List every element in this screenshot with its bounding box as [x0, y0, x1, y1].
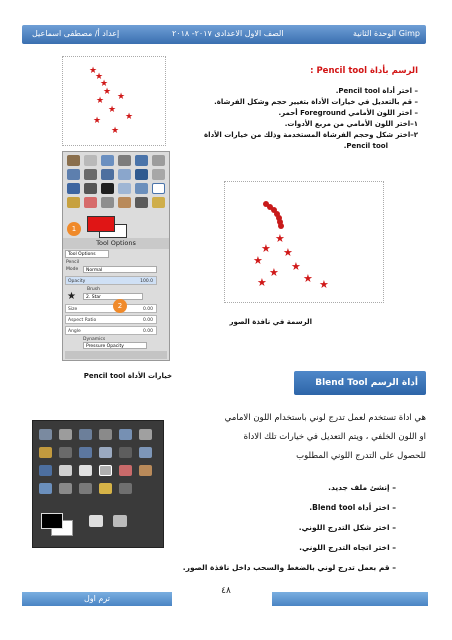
size-value: 0.00 — [142, 307, 153, 312]
gimp-toolbox-screenshot — [62, 151, 170, 361]
header-unit: الوحدة الثانية Gimp — [353, 29, 420, 38]
tool-name-label: Pencil — [66, 260, 80, 265]
brush-preview-icon[interactable] — [89, 515, 103, 527]
blend-intro-line: او اللون الخلفي ، ويتم التعديل في خيارات تلك الاداة — [243, 432, 426, 442]
dynamics-label: Dynamics — [83, 337, 106, 342]
angle-label: Angle — [68, 329, 81, 334]
header-author: إعداد أ/ مصطفى اسماعيل — [32, 29, 120, 38]
blend-section-title: أداة الرسم Blend Tool — [294, 371, 426, 395]
options-caption: خيارات الأداة Pencil tool — [83, 372, 172, 380]
page-header — [22, 25, 426, 44]
brush-label: Brush — [87, 287, 100, 292]
angle-value: 0.00 — [142, 329, 153, 334]
star-brush-icon: ★ — [67, 291, 76, 302]
marker-one: 1 — [67, 222, 81, 236]
tool-options-title: Tool Options — [63, 238, 169, 249]
blend-step: – اختر أداة Blend tool. — [309, 503, 396, 512]
gimp-dark-toolbox-screenshot — [32, 420, 164, 548]
opacity-slider[interactable] — [65, 276, 157, 285]
opacity-label: Opacity — [68, 279, 86, 284]
mode-label: Mode — [66, 267, 79, 272]
blend-steps — [176, 478, 426, 578]
header-grade: الصف الاول الاعدادى ٢٠١٧- ٢٠١٨ — [172, 29, 284, 38]
pencil-step: – اختر أداة Pencil tool. — [335, 87, 418, 95]
blend-step: – إنشئ ملف جديد. — [328, 483, 396, 492]
tab-tool-options[interactable]: Tool Options — [65, 250, 109, 258]
size-slider[interactable] — [65, 304, 157, 313]
pattern-preview-icon[interactable] — [113, 515, 127, 527]
pencil-canvas-window: ★ ★ ★ ★ ★ ★ ★ ★ ★ — [224, 181, 384, 303]
pencil-preview-canvas: ★ ★ ★ ★ ★ ★ ★ ★ ★ ★ — [62, 56, 166, 146]
pencil-steps — [182, 86, 418, 152]
mode-select[interactable]: Normal — [83, 266, 157, 273]
pencil-step: – قم بالتعديل في خيارات الأداة بتغيير حجم وشكل الفرشاة. — [214, 98, 418, 106]
footer-bar-right — [272, 592, 428, 606]
page-number: ٤٨ — [221, 586, 231, 596]
pencil-step: – اختر اللون الأمامي Foreground أحمر. — [278, 109, 418, 117]
pencil-step: ١–اختر اللون الأمامي من مربع الأدوات. — [284, 120, 418, 128]
dynamics-select[interactable]: Pressure Opacity — [83, 342, 147, 349]
blend-intro — [178, 409, 426, 466]
footer-term: ترم اول — [83, 594, 111, 603]
pencil-step: ٢–اختر شكل وحجم الفرشاة المستخدمة وذلك من خيارات الأداة — [204, 131, 418, 139]
size-label: Size — [68, 307, 78, 312]
blend-step: – اختر شكل التدرج اللوني. — [298, 523, 396, 532]
marker-two: 2 — [113, 299, 127, 313]
tool-options-bottom-bar — [65, 351, 167, 359]
brush-select[interactable]: 2. Star — [83, 293, 143, 300]
blend-intro-line: هي اداة تستخدم لعمل تدرج لوني باستخدام اللون الامامي — [224, 413, 426, 423]
blend-step: – قم بعمل تدرج لوني بالضغط والسحب داخل نافذة الصور. — [182, 563, 396, 572]
blend-intro-line: للحصول على التدرج اللوني المطلوب — [296, 451, 426, 461]
pencil-step: Pencil tool. — [343, 142, 388, 150]
canvas-caption: الرسمة في نافذة الصور — [229, 318, 312, 326]
footer-bar-left — [22, 592, 172, 606]
opacity-value: 100.0 — [140, 279, 153, 284]
pencil-section-title: الرسم بأداة Pencil tool : — [310, 66, 418, 76]
aspect-value: 0.00 — [142, 318, 153, 323]
blend-step: – اختر اتجاه التدرج اللوني. — [299, 543, 396, 552]
angle-slider[interactable] — [65, 326, 157, 335]
aspect-ratio-slider[interactable] — [65, 315, 157, 324]
aspect-label: Aspect Ratio — [68, 318, 97, 323]
